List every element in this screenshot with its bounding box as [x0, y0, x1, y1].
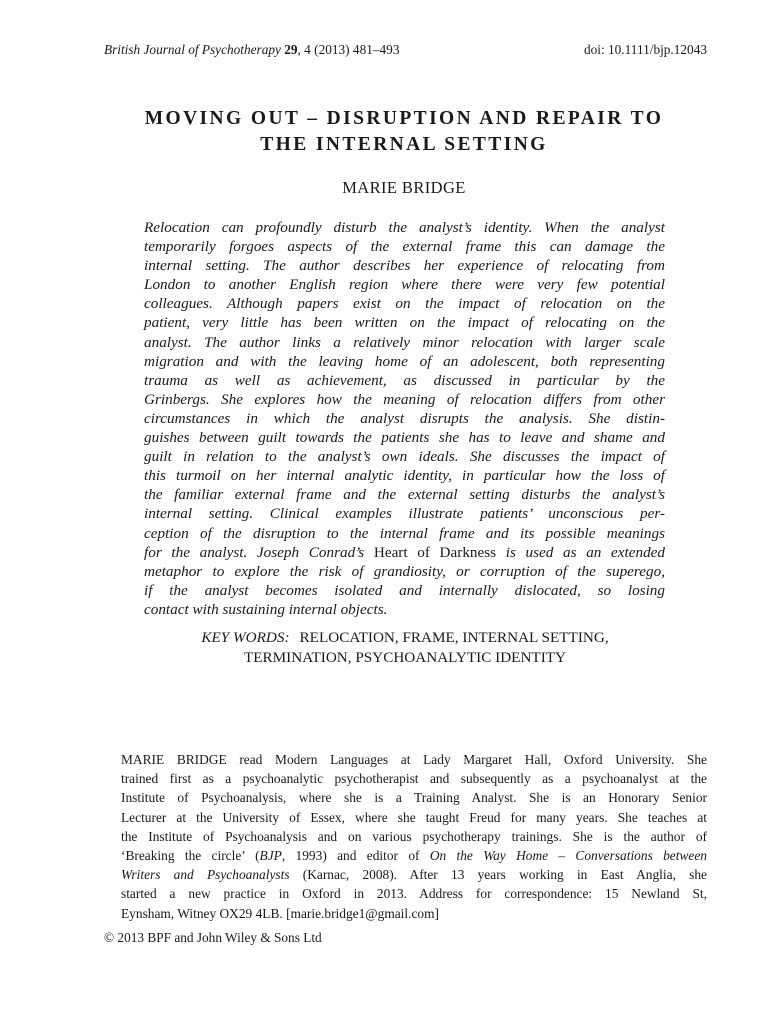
running-header: [104, 41, 707, 59]
bio-text: (Karnac, 2008). After 13 years working in East Anglia, she: [289, 867, 707, 883]
abstract-line: colleagues. Although papers exist on the impact of relocation on the: [144, 295, 665, 313]
journal-issue-pages: , 4 (2013) 481–493: [297, 42, 400, 57]
abstract-line: Grinbergs. She explores how the meaning of relocation differs from other: [144, 390, 665, 408]
article-title: [80, 106, 728, 158]
bio-line: Lecturer at the University of Essex, where she taught Freud for many years. She teaches at: [121, 809, 707, 825]
bio-line: Eynsham, Witney OX29 4LB. [marie.bridge1@gmail.com]: [121, 905, 439, 921]
journal-volume: 29: [284, 42, 298, 57]
author-biography: [121, 750, 707, 923]
book-title-continued: Writers and Psychoanalysts: [121, 867, 290, 883]
abstract-line: guishes between guilt towards the patients she has to leave and shame and: [144, 429, 665, 447]
abstract-line: ception of the disruption to the internal frame and its possible meanings: [144, 524, 665, 542]
abstract-line: migration and with the leaving home of an adolescent, both representing: [144, 352, 665, 370]
bio-line: [121, 846, 707, 865]
abstract-line: circumstances in which the analyst disrupts the analysis. She distin-: [144, 409, 665, 427]
doi: doi: 10.1111/bjp.12043: [584, 42, 707, 57]
abstract-line: Relocation can profoundly disturb the analyst’s identity. When the analyst: [144, 219, 665, 236]
bio-line: trained first as a psychoanalytic psychotherapist and subsequently as a psychoanalyst at the: [121, 771, 707, 787]
abstract-line: analyst. The author links a relatively minor relocation with larger scale: [144, 333, 665, 351]
journal-abbrev-bjp: BJP: [259, 848, 282, 864]
abstract-line: trauma as well as achievement, as discussed in particular by the: [144, 371, 665, 389]
abstract: [144, 218, 665, 619]
abstract-line: London to another English region where there were very few potential: [144, 276, 665, 294]
abstract-line: internal setting. The author describes her experience of relocating from: [144, 257, 665, 275]
keywords-label: KEY WORDS:: [201, 629, 290, 646]
abstract-line: metaphor to explore the risk of grandiosity, or corruption of the superego,: [144, 562, 665, 580]
abstract-line: this turmoil on her internal analytic identity, in particular how the loss of: [144, 467, 665, 485]
bio-text: , 1993) and editor of: [281, 848, 430, 864]
keywords-line-2: TERMINATION, PSYCHOANALYTIC IDENTITY: [243, 648, 567, 666]
bio-text: ‘Breaking the circle’ (: [121, 848, 260, 864]
abstract-text: is used as an extended: [496, 543, 666, 561]
abstract-line: [144, 543, 665, 562]
abstract-line: guilt in relation to the analyst’s own ideals. She discusses the impact of: [144, 448, 665, 466]
author-name: MARIE BRIDGE: [342, 178, 466, 197]
abstract-line: contact with sustaining internal objects.: [144, 600, 388, 618]
abstract-line: temporarily forgoes aspects of the external frame this can damage the: [144, 238, 665, 256]
bio-line: MARIE BRIDGE read Modern Languages at Lady Margaret Hall, Oxford University. She: [121, 752, 707, 767]
bio-line: [121, 865, 707, 884]
abstract-line: the familiar external frame and the external setting disturbs the analyst’s: [144, 486, 665, 504]
keywords-text: RELOCATION, FRAME, INTERNAL SETTING,: [299, 629, 609, 646]
book-title-heart-of-darkness: Heart of Darkness: [373, 543, 497, 561]
abstract-line: patient, very little has been written on the impact of relocating on the: [144, 314, 665, 332]
abstract-text: for the analyst. Joseph Conrad’s: [144, 543, 374, 561]
bio-line: Institute of Psychoanalysis, where she is a Training Analyst. She is an Honorary Senior: [121, 790, 707, 806]
abstract-line: internal setting. Clinical examples illustrate patients’ unconscious per-: [144, 505, 665, 523]
keywords-line-1: [110, 628, 700, 648]
book-title-on-the-way-home: On the Way Home – Conversations between: [429, 848, 707, 864]
article-title-line-1: MOVING OUT – DISRUPTION AND REPAIR TO: [144, 108, 664, 129]
bio-line: the Institute of Psychoanalysis and on various psychotherapy trainings. She is the author of: [121, 828, 707, 844]
abstract-line: if the analyst becomes isolated and internally dislocated, so losing: [144, 581, 665, 599]
journal-name: British Journal of Psychotherapy: [104, 42, 281, 57]
copyright-notice: © 2013 BPF and John Wiley & Sons Ltd: [104, 930, 322, 945]
article-title-line-2: THE INTERNAL SETTING: [260, 134, 548, 155]
journal-citation: [104, 41, 399, 59]
bio-line: started a new practice in Oxford in 2013. Address for correspondence: 15 Newland St,: [121, 886, 707, 902]
keywords: [110, 628, 700, 667]
